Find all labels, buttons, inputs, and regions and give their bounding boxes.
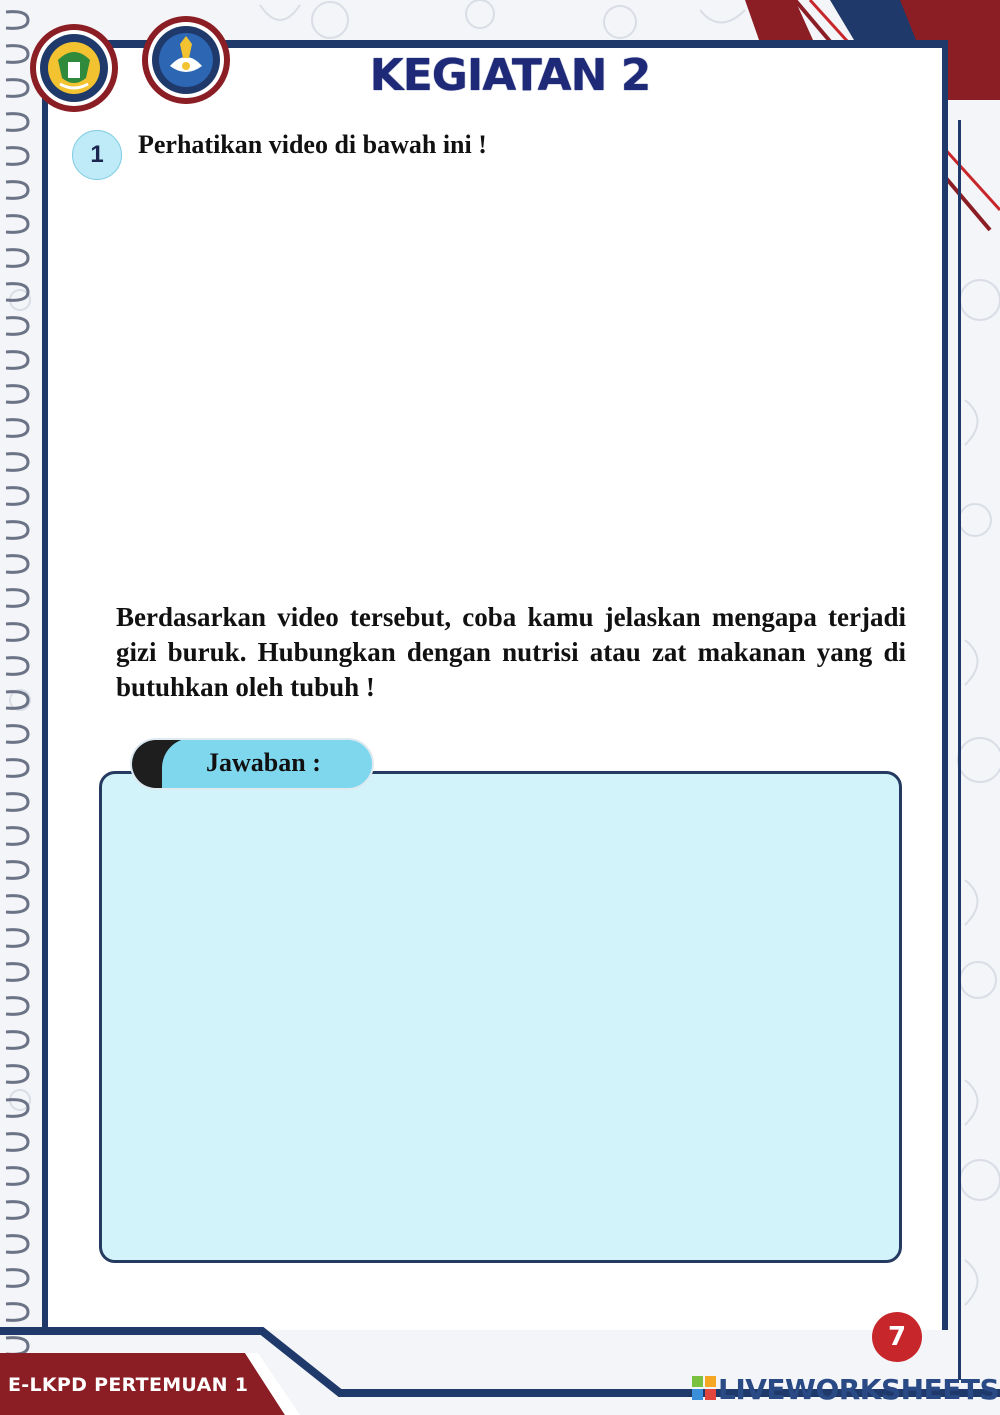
page-title: KEGIATAN 2 [369, 50, 651, 101]
liveworksheets-brand: LIVEWORKSHEETS [718, 1373, 1000, 1406]
page-border-accent [958, 120, 961, 1380]
university-emblem-icon [28, 22, 120, 114]
video-player[interactable] [120, 180, 900, 580]
liveworksheets-logo[interactable] [692, 1373, 1000, 1406]
spiral-binding [0, 0, 40, 1415]
answer-input[interactable] [112, 784, 893, 1254]
page-number-badge: 7 [872, 1312, 922, 1362]
answer-box [99, 771, 902, 1263]
answer-label: Jawaban : [206, 748, 321, 777]
tut-wuri-handayani-emblem-icon [140, 14, 232, 106]
activity-instruction: Perhatikan video di bawah ini ! [138, 130, 487, 159]
activity-number-badge: 1 [72, 130, 122, 180]
question-text: Berdasarkan video tersebut, coba kamu jelaskan mengapa terjadi gizi buruk. Hubungkan dengan nutrisi atau zat makanan yang di butuhkan oleh tubuh ! [116, 602, 906, 702]
liveworksheets-mark-icon [692, 1376, 716, 1400]
footer-label: E-LKPD PERTEMUAN 1 [8, 1374, 249, 1396]
